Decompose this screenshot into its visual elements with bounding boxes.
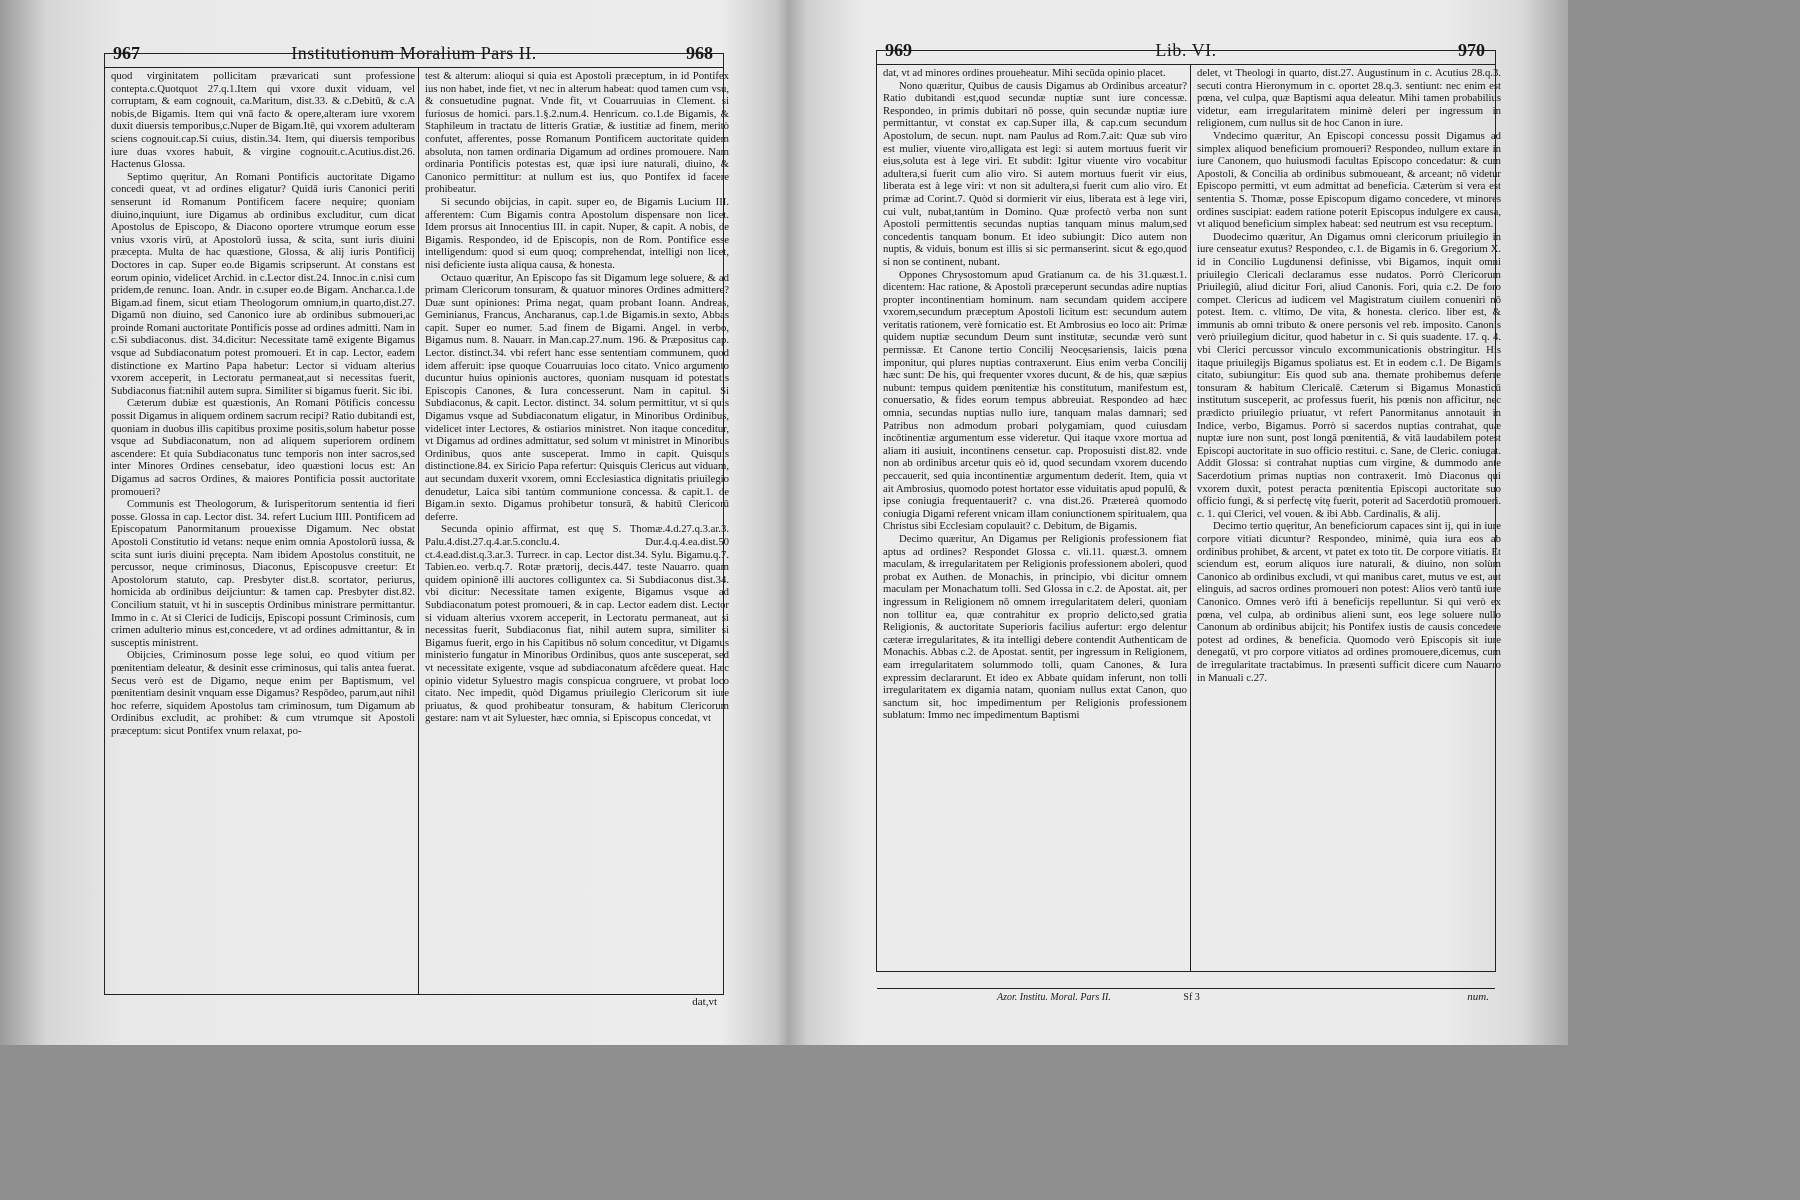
paragraph: dat, vt ad minores ordines proueheatur. Mihi secūda opinio placet. — [883, 67, 1166, 79]
signature-mark: Sf 3 — [1183, 992, 1200, 1003]
paragraph: Si secundo obijcias, in capit. super eo, de Bigamis Lucium III. afferentem: Cum Bigamis contra Apostolum dispensare non licet. Idem prorsus ait Innocentius III. in capit. Nuper, & capit. A nobis, de Bigamis. Respondeo, id de Episcopis, non de Rom. Pontifice esse intelligendum: quod si eum quoq; comprehendat, intelligi non licet, nisi deficiente iusta aliqua causa, & honesta. — [425, 195, 729, 271]
catchword: num. — [1467, 991, 1489, 1003]
paragraph: Duodecimo quæritur, An Digamus omni clericorum priuilegio in iure censeatur exutus? Respondeo, c.1. de Bigamis in 6. Gregorium X. id in Concilio Lugdunensi definisse, vbi Bigamos, inquit omni priuilegio Clericali declaramus esse nudatos. Porrò Clericorum Priuilegiū, aliud dicitur Fori, aliud Canonis. Fori, quia c.2. De foro compet. Clericus ad iudicem vel Magistratum ciuilem conueniri nō potest. Item. c. vltimo, De vita, & honesta. clerico. liber est, & immunis ab omni tributo & onere personis vel reb. imposito. Canonis verò priuilegium dicitur, quod habetur in c. Si quis suadente. 17. q. 4. vbi Clerici percussor vinculo excommunicationis obstringitur. His itaque priuilegijs Bigamus spoliatus est. Et in eodem c.1. De Bigamis citato, subiungitur: Eis quod sub ana. themate prohibemus deferre tonsuram & habitum Clericalē. Cæterum si Bigamus Monasticū institutum susceperit, ac professus fuerit, his pœnis non afficitur, nec prædicto priuilegio priuatur, vt refert Panormitanus annotauit in Indice, verbo, Bigamus. Porrò si sacerdos nuptias contrahat, quæ nuptæ iure non sunt, post longā pœnitentiā, & vitā laudabilem potest Episcopi auctoritate in suo officio restitui. c. Sane, de Cleric. coniugat. Addit Glossa: si contrahat nuptias cum virgine, & dummodo ante Sacerdotium primas nuptias non contraxerit. Imò Diaconus qui vxorem duxit, potest peracta pœnitentia Episcopi auctoritate suo officio fungi, & si perfectę vitę fuerit, poterit ad Sacerdotiū promoueri. c. 1. qui Clerici, vel vouen. & ibi Abb. Cardinalis, & alij. — [1197, 230, 1501, 520]
paragraph: Decimo tertio quęritur, An beneficiorum capaces sint ij, qui in iure corpore vitiati dicuntur? Respondeo, minimè, quia iura eos ab ordinibus prohibet, & arcent, vt patet ex toto tit. De corpore vitiatis. Et sciendum est, eorum aliquos iure naturali, & diuino, non solùm Canonico ab ordinibus excludi, vt qui manibus caret, mutus ve est, aut elinguis, ad sacros ordines promoueri non potest: Alios verò tantū iure Canonico. Omnes verò ifti à beneficijs repelluntur. Si qui verò ex pœna, vel culpa, ab ordinibus alieni sunt, eos lege soluere nullo Canonum ab ordinibus abijcit; his Pontifex iustis de causis concedere potest ad ordines, & beneficia. Quomodo verò Episcopis sit iure denegatū, vt pro corpore vitiatos ad ordines promouere,dicemus, cum de irregularitate tractabimus. In præsenti sufficit dicere cum Nauarro in Manuali c.27. — [1197, 520, 1501, 684]
paragraph: test & alterum: alioqui si quia est Apostoli præceptum, in id Pontifex ius non habet, inde fiet, vt nec in alterum habeat: quod tamen cum vsu, & consuetudine pugnat. Vnde fit, vt Couarruuias in Clement. si furiosus de homici. pars.1.§.2.num.4. Henricum. co.1.de Bigamis, & Staphileum in tractatu de litteris Gratiæ, & iustitiæ ad finem, meritò confutet, afferentes, posse Romanum Pontificem auctoritate quidem absoluta, non tamen ordinaria Digamum ad ordines promouere. Nam ordinaria Pontificis potestas est, quæ ipsi iure naturali, diuino, & Canonico permittitur: at nullum est ius, quo Pontifex id facere prohibeatur. — [425, 70, 729, 196]
left-page — [0, 0, 784, 1045]
text-column-2 — [1197, 67, 1501, 965]
paragraph: Obijcies, Criminosum posse lege solui, eo quod vitium per pœnitentiam deleatur, & desinit esse criminosus, qui talis antea fuerat. Secus verò est de Digamo, neque enim per Baptismum, vel pœnitentiam desinit vnquam esse Digamus? Respōdeo, parum,aut nihil hoc referre, siquidem Apostolus tam criminosum, tum Digamum ab Ordinibus excludit, ac prohibet: & cum vtrumque sit Apostoli præceptum: sicut Pontifex vnum relaxat, po- — [111, 649, 415, 737]
catchword: dat,vt — [692, 996, 717, 1008]
column-divider — [418, 68, 419, 994]
paragraph: Oppones Chrysostomum apud Gratianum ca. de his 31.quæst.1. dicentem: Hac ratione, & Apostoli præceperunt secundas adire nuptias propter incontinentiam hominum. nam secundam quidem accipere vxorem,secundum præceptum Apostoli licitum est: secundum autem veritatis rationem, verè fornicatio est. Et Ambrosius eo loco ait: Primæ quidem nuptiæ secundum Deum sunt institutæ, secundæ verò sunt permissæ. Et Canone tertio Concilij Neocęsariensis, laicis pœna imponitur, qui plures nuptias contraxerunt. Eius enim verba Concilij hæc sunt: De his, qui frequenter vxores ducunt, & de his, quæ sæpius nubunt: tempus quidem pœnitentiæ his constitutum, manifestum est, conuersatio, & fides eorum tempus abbreuiat. Respondeo ad hæc omnia, secundas nuptias nullo iure, tanquam malas damnari; sed Patribus non admodum probari polygamiam, quod cuiusdam incōtinentiæ argumentum esse videretur. Qui itaque vxore mortua ad aliam iti ausiuit, incontinens censetur. cap. Proposuisti dist.82. vnde non ab ordinibus arcetur quis eò id, quod secundam vxorem ducendo peccauerit, sed quia incontinentiæ argumentum dederit. Item, quia vt ait Ambrosius, quomodo potest hortator esse viduitatis apud populū, & ipse coniugia frequentauerit? c. vna dist.26. Prætereà quomodo coniugia Digami referent vnicam illam coniunctionem spiritualem, qua Christus sibi Ecclesiam copulauit? c. Debitum, de Bigamis. — [883, 268, 1187, 533]
paragraph: Vndecimo quæritur, An Episcopi concessu possit Digamus ad simplex aliquod beneficium promoueri? Respondeo, nullum extare in iure Canonem, quo huiusmodi facultas Episcopo concedatur: & cum Apostoli, & Concilia ab ordinibus submoueant, & arceant; nō videtur Episcopo permitti, vt eum admittat ad beneficia. Cæterùm si vera est sententia S. Thomæ, posse Episcopum digamo concedere, vt minores ordines suscipiat: eadem ratione poterit Episcopus indulgere ex causa, vt aliquod beneficium simplex habeat: sed neutrum est vsu receptum. — [1197, 129, 1501, 231]
header-rule — [105, 67, 723, 68]
paragraph: Communis est Theologorum, & Iurisperitorum sententia id fieri posse. Glossa in cap. Lector dist. 34. refert Lucium IIII. Pontificem ad Episcopatum Panormitanum prouexisse Digamum. Nec obstat Apostoli Constitutio id vetans: neque enim omnia Apostolorū iussa, & scita sunt iuris diuini pręcepta. Nam ibidem Apostolus constituit, ne percussor, neque criminosus, Diaconus, Episcopusve creetur: Et Apostolorum statuto, cap. Presbyter dist.8. scortator, periurus, homicida ab ordinibus deijciuntur: & tamen cap. Presbyter dist.82. Concilium statuit, vt hi in susceptis Ordinibus ministrare permittantur. Immo in c. At si Clerici de Iudicijs, Episcopi possunt Criminosis, cum crimen adulterio minus est,concedere, vt ad ordines admittantur, & in susceptis ministrent. — [111, 498, 415, 649]
header-rule — [877, 64, 1495, 65]
running-title: Lib. VI. — [1155, 40, 1217, 60]
right-page-frame — [876, 40, 1501, 1003]
paragraph: Octauo quæritur, An Episcopo fas sit Digamum lege soluere, & ad primam Clericorum tonsuram, & quatuor minores Ordines admittere? Duæ sunt opiniones: Prima negat, quam probant Ioann. Andreas, Geminianus, Francus, Ancharanus, cap.1.de Bigamis.in sexto, Abbas capit. Super eo numer. 5.ad finem de Bigami. Angel. in verbo, Bigamus num. 8. Nauarr. in Man.cap.27.num. 196. & Præpositus cap. Lector. distinct.34. vbi refert hanc esse sententiam communem, quod idem afferuit: ipse quoque Couarruuias loco citato. Vnico argumento ducuntur huius opinionis auctores, quoniam nusquam id potestatis Episcopis Canones, & Iura concesserunt. Nam in capitul. Si Subdiaconus, & capit. Lector. distinct. 34. solum permittitur, vt si quis Digamus vsque ad Subdiaconatum eligatur, in Minoribus Ordinibus, videlicet inter Lectores, & ostiarios ministret. Non itaque conceditur, vt Digamus ad ordines admittatur, sed solum vt ministret in Minoribus Ordinibus, quos ante susceperat. Immo in capit. Quisquis distinctione.84. ex Siricio Papa refertur: Quisquis Clericus aut viduam, aut secundam duxerit vxorem, omni Ecclesiastica dignitatis priuilegio denudetur, Laica sibi tantùm communione concessa. & capit.1. de Bigam.in sexto. Digamus prohibetur tonsurā, & habitū Clericorū deferre. — [425, 271, 729, 523]
paragraph: delet, vt Theologi in quarto, dist.27. Augustinum in c. Acutius 28.q.3. secuti contra Hieronymum in c. oportet 28.q.3. sentiunt: nec enim est pœna, vel culpa, quæ Baptismi aqua deleatur. Mihi tamen probabilius videtur, eam irregularitatem minimè deleri per ingressum in religionem, cum nullus sit de hoc Canon in iure. — [1197, 67, 1501, 130]
page-number: 969 — [885, 40, 912, 60]
footer-title: Azor. Institu. Moral. Pars II. — [997, 992, 1111, 1003]
paragraph: Septimo quęritur, An Romani Pontificis auctoritate Digamo concedi queat, vt ad ordines eligatur? Quidā iuris Canonici periti senserunt id Romanum Pontificem facere nequire; quoniam diuino,inquiunt, iure Digamus ab ordinibus excluditur, cum dicat Apostolus de Episcopo, & Diacono oportere vtrumque eorum esse vnius vxoris virū, at Apostolorū iussa, & scita, sunt iuris diuini præcepta. Multa de hac quæstione, Glossa, & alij iuris Pontificij Doctores in cap. Super eo.de Bigamis scripserunt. At constans est eorum opinio, videlicet Archid. in c.Lector dist.24. Innoc.in c.nisi cum pridem,de renunc. Ioan. Andr. in c.super eo.de Bigam. Anchar.ca.1.de Bigam.ad finem, sicut etiam Theologorum omnium,in quarto,dist.27. Digamū non diuino, sed Canonico iure ab ordinibus submoueri,ac proinde Romani auctoritate Pontificis posse ad ordines admitti. Nam in c.Si subdiaconus. dist. 34.dicitur: Necessitate tamē exigente Bigamus vsque ad Subdiaconatum potest promoueri. Et in cap. Lector, eadem distinctione ex Martino Papa habetur: Lector si viduam alterius vxorem acceperit, in Lectoratu permaneat,aut si necessitas fuerit, Subdiaconus fiat:nihil autem supra. Similiter si bigamus fuerit. Sic ibi. — [111, 170, 415, 397]
paragraph: Cæterum dubiæ est quæstionis, An Romani Pōtificis concessu possit Digamus in aliquem ordinem sacrum recipi? Ratio dubitandi est, quoniam in duobus illis capitibus proxime positis,solum habetur posse vsque ad Subdiaconatum, non ad aliquem superiorem ordinem ascendere: Et quia Subdiaconatus tunc temporis non inter sacros,sed inter Minores Ordines censebatur, ideo quæstioni locus est: An Digamus ad sacros Ordines, & maiores Pontificia possit auctoritate promoueri? — [111, 397, 415, 498]
footer — [997, 992, 1200, 1003]
text-column-2 — [425, 70, 729, 978]
paragraph: quod virginitatem pollicitam prævaricati sunt professione contepta.c.Quotquot 27.q.1.Item qui vxore duxit viduam, vel corruptam, & eam cognouit, ca.Maritum, dist.33. & c.Debitū, & c.A nobis,de Bigamis. Item qui vnā facto & opere,alteram iure vxorem duxit diuersis temporibus,c.Nuper de Bigam.Itē, qui vxorem adulteram sciens cognouit.cap.Si cuius, distin.34. Item, qui diuersis temporibus iure duas vxores habuit, & virgine cognouit.c.Acutius.dist.26. Hactenus Glossa. — [111, 70, 415, 171]
paragraph: Decimo quæritur, An Digamus per Religionis professionem fiat aptus ad ordines? Respondet Glossa c. vli.11. quæst.3. omnem maculam, & irregularitatem per Religionis professionem aboleri, quod probat ex Authen. de Monachis, in principio, vbi dicitur omnem maculam per Monachatum tolli. Sed Glossa in c.2. de Apostat. ait, per ingressum in Religionem nō omnem irregularitatem deleri, quoniam non tollitur ea, quæ contrahitur ex proprio delicto,sed gratia Religionis, & auctoritate Superioris facilius aufertur: ergo delentur cæteræ irregularitates, & ita intelligi debere contendit Authenticam de Monachis. Abbas c.2. de Apostat. sentit, per ingressum in Religionem, eam irregularitatem solummodo tolli, quam Canones, & Iura expressim declararunt. Et ideo ex Abbate quidam inferunt, non tolli irregularitatem ex digamia natam, quoniam nullus extat Canon, quo sanctum sit, hoc impedimentum per Religionis professionem sublatum: Immo nec impedimentum Baptismi — [883, 532, 1187, 722]
column-divider — [1190, 65, 1191, 971]
left-page-header — [105, 43, 723, 65]
right-page — [784, 0, 1568, 1045]
paragraph: Nono quæritur, Quibus de causis Digamus ab Ordinibus arceatur? Ratio dubitandi est,quod secundæ nuptiæ sunt iure concessæ. Respondeo, in primis dubitari nō posse, quin secundæ nuptiæ iure permittantur, vt constat ex cap.Super illa, & cap.cum secundum Apostolum, de secun. nupt. nam Paulus ad Rom.7.ait: Quæ sub viro est mulier, viuente viro,alligata est legi: si autem mortuus fuerit vir eius,soluta est à lege viri. Et subdit: Igitur viuente viro vocabitur adultera,si fuerit cum alio viro. Si autem mortuus fuerit vir eius, liberata est à lege viri: vt non sit adultera,si fuerit cum alio viro. Et primæ ad Corint.7. Quòd si dormierit vir eius, liberata est à lege viri, cui vult, nubat,tantùm in Domino. Quæ profectò verba non sunt Apostoli permittentis secundas nuptias tanquam minus malum,sed concedentis tanquam bonum. Et ideo subiungit: Dico autem non nuptis, & viduis, bonum est illis si sic permanserint. sicut & ego,quod si non se continent, nubant. — [883, 79, 1187, 268]
running-title: Institutionum Moralium Pars II. — [291, 43, 537, 63]
paragraph: Secunda opinio affirmat, est quę S. Thomæ.4.d.27.q.3.ar.3. Palu.4.dist.27.q.4.ar.5.conclu.4. Dur.4.q.4.ea.dist.50 ct.4.ead.dist.q.3.ar.3. Turrecr. in cap. Lector dist.34. Sylu. Bigamu.q.7. Tabien.eo. verb.q.7. Rotæ prætorij, decis.447. teste Nauarro. quam quidem opinionē illi auctores colliguntex ca. Si Subdiaconus dist.34. vbi dicitur: Necessitate tamen exigente, Bigamus vsque ad Subdiaconatum potest promoueri, & in cap. Lector eadem dist. Lector si viduam alterius vxorem acceperit, in Lectoratu permaneat, aut si necessitas fuerit, Subdiaconus fiat, nihil autem supra, similiter si Bigamus fuerit, ergo in his Capitibus nō solum conceditur, vt Digamus ministerio fungatur in Minoribus Ordinibus, quos ante susceperat, sed vt necessitate exigente, vsque ad subdiaconatum afcēdere queat. Hæc opinio videtur Syluestro magis conspicua congruere, vt probat loco citato. Nec impedit, quòd Digamus priuilegio Clericorum sit iure priuatus, & quod prohibeatur tonsuram, & habitum Clericorum gestare: nam vt ait Syluester, hæc omnia, si Episcopus concedat, vt — [425, 523, 729, 725]
footer-rule — [105, 994, 723, 995]
page-number: 968 — [686, 43, 713, 63]
footer-rule — [877, 988, 1495, 989]
page-number: 967 — [113, 43, 140, 63]
right-page-header — [877, 40, 1495, 62]
text-column-1 — [111, 70, 415, 992]
left-page-frame — [104, 43, 729, 1008]
text-column-1 — [883, 67, 1187, 965]
page-number: 970 — [1458, 40, 1485, 60]
